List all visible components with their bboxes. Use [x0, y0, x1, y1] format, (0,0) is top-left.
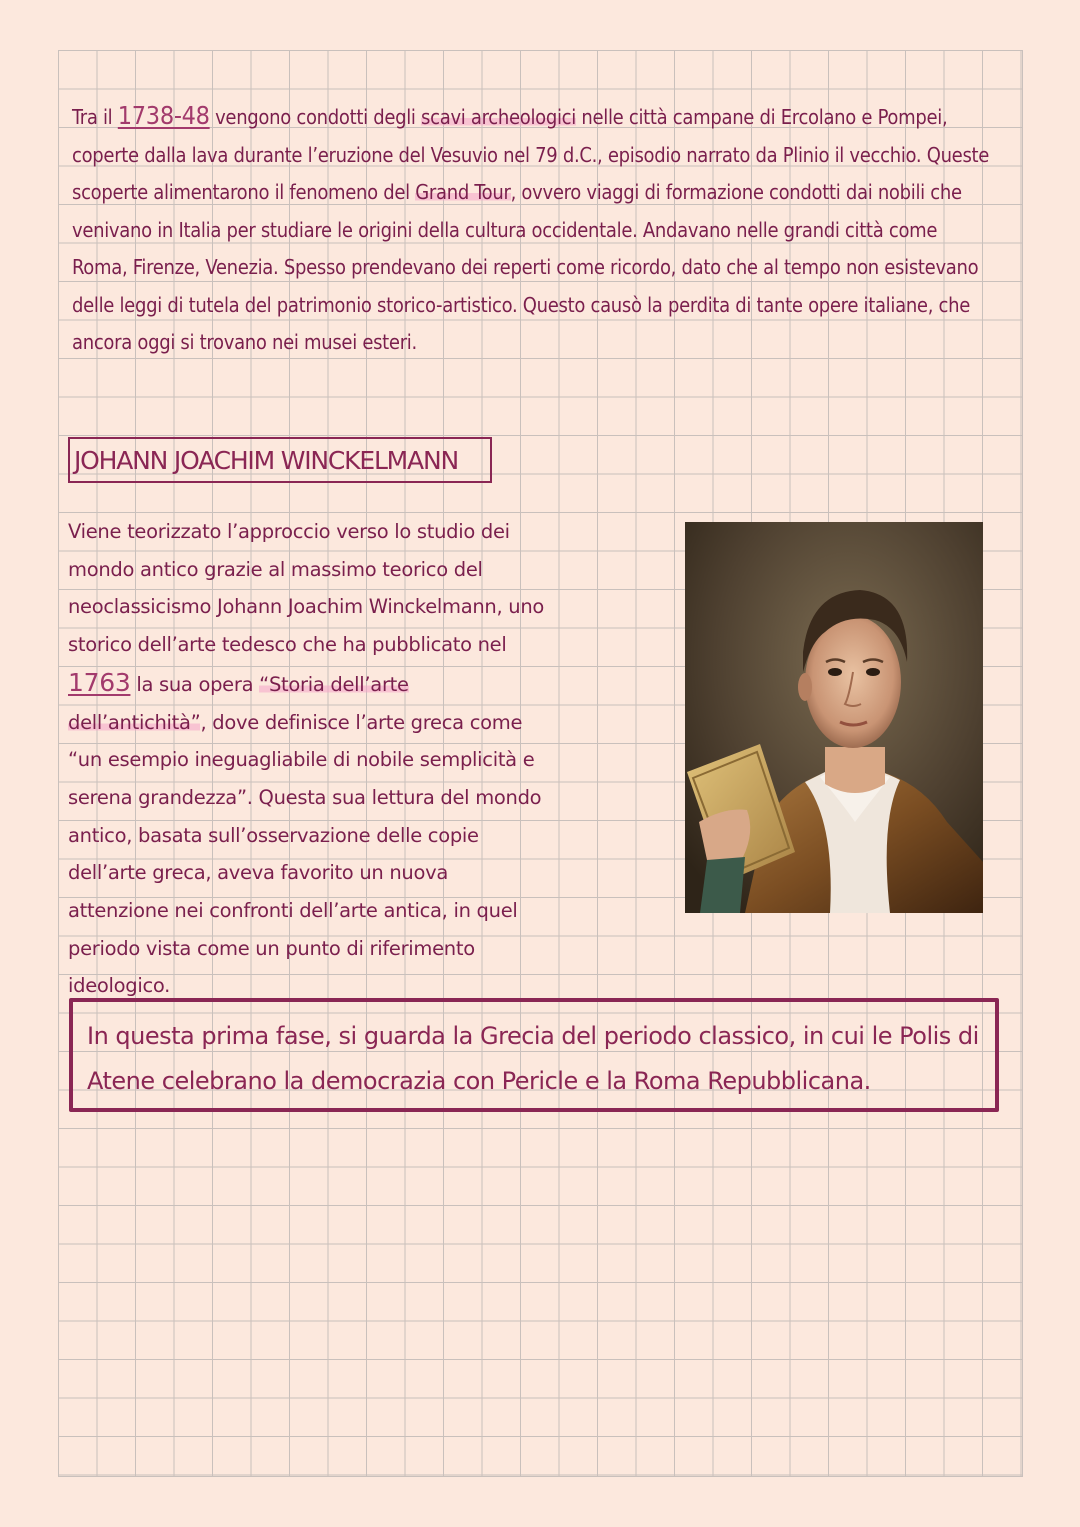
bio-segment-2: la sua opera	[130, 672, 260, 696]
winckelmann-portrait	[685, 522, 983, 913]
bio-paragraph	[68, 513, 548, 1005]
intro-prefix: Tra il	[72, 105, 118, 129]
bio-segment-1: Viene teorizzato l’approccio verso lo studio dei mondo antico grazie al massimo teorico del neoclassicismo Johann Joachim Winckelmann, uno storico dell’arte tedesco che ha pubblicato nel	[68, 520, 545, 657]
intro-years: 1738-48	[117, 101, 210, 130]
intro-segment-2: nelle città campane di Ercolano e Pompei, coperte dalla lava durante l’eruzione del Vesuvio nel 79 d.C., episodio narrato da Plinio il vecchio. Queste scoperte alimentarono il fenomeno del	[72, 105, 990, 204]
intro-highlight-grand-tour: Grand Tour	[415, 180, 511, 204]
bio-highlight-work-title: “Storia dell’arte dell’antichità”	[68, 672, 409, 734]
summary-box	[69, 998, 999, 1112]
portrait-painting	[685, 522, 983, 913]
summary-text: In questa prima fase, si guarda la Grecia del periodo classico, in cui le Polis di Atene celebrano la democrazia con Pericle e la Roma Repubblicana.	[87, 1022, 979, 1095]
intro-paragraph	[72, 97, 992, 362]
intro-highlight-excavations: scavi archeologici	[421, 105, 576, 129]
bio-year: 1763	[68, 667, 131, 697]
intro-segment-3: , ovvero viaggi di formazione condotti dai nobili che venivano in Italia per studiare le origini della cultura occidentale. Andavano nelle grandi città come Roma, Firenze, Venezia. Spesso prendevano dei reperti come ricordo, dato che al tempo non esistevano delle leggi di tutela del patrimonio storico-artistico. Questo causò la perdita di tante opere italiane, che ancora oggi si trovano nei musei esteri.	[72, 180, 979, 354]
section-heading-box	[68, 437, 492, 483]
section-heading: JOHANN JOACHIM WINCKELMANN	[74, 445, 458, 475]
intro-segment-1: vengono condotti degli	[209, 105, 422, 129]
bio-segment-3: , dove definisce l’arte greca come “un esempio ineguagliabile di nobile semplicità e serena grandezza”. Questa sua lettura del mondo antico, basata sull’osservazione delle copie dell’arte greca, aveva favorito un nuova attenzione nei confronti dell’arte antica, in quel periodo vista come un punto di riferimento ideologico.	[68, 710, 542, 998]
